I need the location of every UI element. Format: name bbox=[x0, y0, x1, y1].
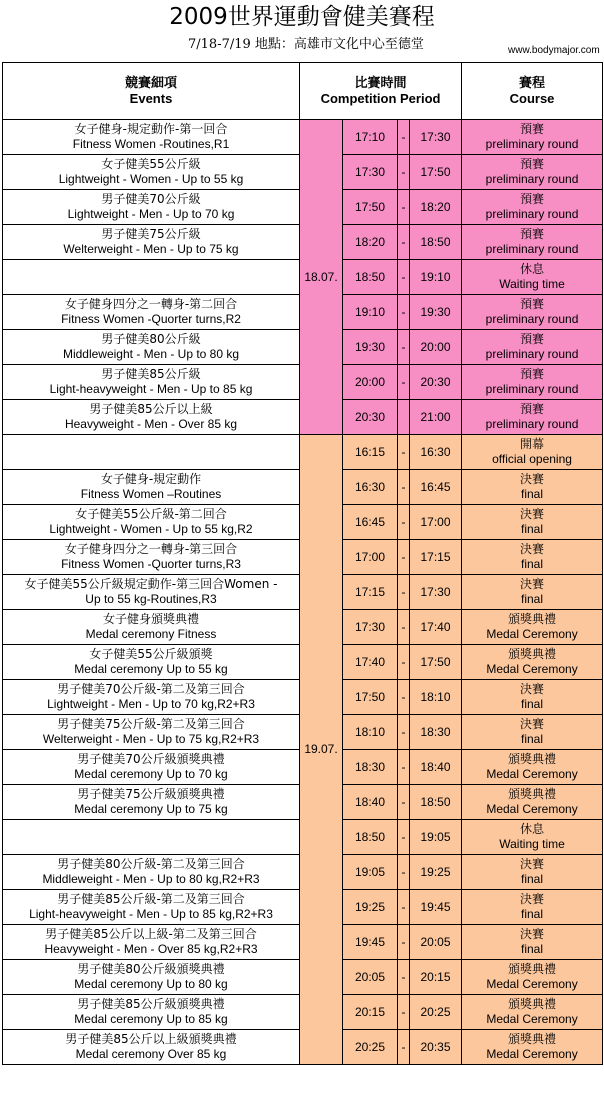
event-name-zh: 女子健美55公斤級 bbox=[101, 157, 201, 171]
course-en: preliminary round bbox=[485, 137, 579, 151]
event-cell bbox=[3, 785, 300, 820]
course-cell bbox=[462, 120, 603, 155]
start-time: 17:40 bbox=[343, 645, 398, 680]
start-time: 19:45 bbox=[343, 925, 398, 960]
time-separator: - bbox=[398, 925, 410, 960]
event-name-zh: 男子健美70公斤級 bbox=[101, 192, 201, 206]
table-row bbox=[3, 435, 603, 470]
end-time: 20:30 bbox=[410, 365, 462, 400]
end-time: 20:25 bbox=[410, 995, 462, 1030]
event-cell bbox=[3, 505, 300, 540]
header-events-zh: 競賽細項 bbox=[124, 75, 177, 90]
event-name-en: Fitness Women –Routines bbox=[80, 487, 222, 501]
event-name-zh: 女子健身-規定動作-第一回合 bbox=[74, 122, 228, 136]
start-time: 17:15 bbox=[343, 575, 398, 610]
end-time: 17:15 bbox=[410, 540, 462, 575]
start-time: 16:30 bbox=[343, 470, 398, 505]
event-cell bbox=[3, 435, 300, 470]
end-time: 19:05 bbox=[410, 820, 462, 855]
time-separator: - bbox=[398, 1030, 410, 1065]
time-separator: - bbox=[398, 890, 410, 925]
course-en: preliminary round bbox=[485, 417, 579, 431]
course-cell bbox=[462, 925, 603, 960]
course-cell bbox=[462, 190, 603, 225]
end-time: 18:30 bbox=[410, 715, 462, 750]
event-name-zh: 男子健美85公斤以上級 bbox=[89, 402, 213, 416]
course-zh: 決賽 bbox=[520, 472, 545, 486]
course-cell bbox=[462, 680, 603, 715]
time-separator: - bbox=[398, 435, 410, 470]
event-name-en: Medal ceremony Up to 80 kg bbox=[74, 977, 228, 991]
course-zh: 預賽 bbox=[520, 227, 545, 241]
course-en: Medal Ceremony bbox=[486, 802, 578, 816]
course-cell bbox=[462, 575, 603, 610]
course-en: final bbox=[521, 522, 544, 536]
start-time: 16:15 bbox=[343, 435, 398, 470]
end-time: 17:40 bbox=[410, 610, 462, 645]
event-name-zh: 男子健美80公斤級頒獎典禮 bbox=[77, 962, 225, 976]
course-cell bbox=[462, 400, 603, 435]
course-cell bbox=[462, 295, 603, 330]
event-name-zh: 女子健美55公斤級規定動作-第三回合Women - bbox=[24, 577, 278, 591]
time-separator: - bbox=[398, 330, 410, 365]
end-time: 18:10 bbox=[410, 680, 462, 715]
event-name-en: Fitness Women -Quorter turns,R2 bbox=[61, 312, 241, 326]
time-separator: - bbox=[398, 960, 410, 995]
time-separator: - bbox=[398, 575, 410, 610]
header-period-en: Competition Period bbox=[320, 91, 441, 106]
event-name-en: Medal ceremony Over 85 kg bbox=[75, 1047, 227, 1061]
course-en: final bbox=[521, 557, 544, 571]
course-zh: 頒獎典禮 bbox=[508, 787, 557, 801]
course-zh: 頒獎典禮 bbox=[508, 647, 557, 661]
time-separator: - bbox=[398, 645, 410, 680]
event-cell bbox=[3, 365, 300, 400]
event-name-zh: 女子健美55公斤級頒獎 bbox=[89, 647, 213, 661]
event-name-en: Welterweight - Men - Up to 75 kg bbox=[63, 242, 239, 256]
event-name-en: Lightweight - Women - Up to 55 kg bbox=[58, 172, 244, 186]
course-zh: 預賽 bbox=[520, 157, 545, 171]
time-separator: - bbox=[398, 680, 410, 715]
date-cell: 18.07. bbox=[300, 120, 343, 435]
course-en: preliminary round bbox=[485, 207, 579, 221]
time-separator: - bbox=[398, 715, 410, 750]
event-name-en: Lightweight - Women - Up to 55 kg,R2 bbox=[49, 522, 253, 536]
event-name-en: Lightweight - Men - Up to 70 kg bbox=[67, 207, 235, 221]
course-en: final bbox=[521, 907, 544, 921]
event-name-zh: 男子健美75公斤級頒獎典禮 bbox=[77, 787, 225, 801]
time-separator: - bbox=[398, 260, 410, 295]
time-separator: - bbox=[398, 470, 410, 505]
end-time: 21:00 bbox=[410, 400, 462, 435]
course-zh: 預賽 bbox=[520, 192, 545, 206]
event-name-zh: 男子健美85公斤以上級頒獎典禮 bbox=[65, 1032, 237, 1046]
course-zh: 休息 bbox=[520, 262, 545, 276]
course-en: final bbox=[521, 732, 544, 746]
event-cell bbox=[3, 540, 300, 575]
end-time: 20:15 bbox=[410, 960, 462, 995]
date-cell: 19.07. bbox=[300, 435, 343, 1065]
event-name-en: Heavyweight - Men - Over 85 kg,R2+R3 bbox=[44, 942, 258, 956]
course-en: final bbox=[521, 487, 544, 501]
course-en: preliminary round bbox=[485, 382, 579, 396]
header-course-zh: 賽程 bbox=[519, 75, 546, 90]
event-cell bbox=[3, 925, 300, 960]
end-time: 19:45 bbox=[410, 890, 462, 925]
event-name-en: Light-heavyweight - Men - Up to 85 kg,R2+R3 bbox=[29, 907, 273, 921]
event-name-en: Medal ceremony Up to 85 kg bbox=[74, 1012, 228, 1026]
event-cell bbox=[3, 575, 300, 610]
end-time: 17:30 bbox=[410, 575, 462, 610]
page-subtitle: 7/18-7/19 地點：高雄市文化中心至德堂 bbox=[188, 37, 424, 52]
course-zh: 頒獎典禮 bbox=[508, 997, 557, 1011]
event-name-zh: 女子健身頒獎典禮 bbox=[102, 612, 199, 626]
course-en: final bbox=[521, 872, 544, 886]
course-cell bbox=[462, 470, 603, 505]
course-cell bbox=[462, 505, 603, 540]
time-separator: - bbox=[398, 295, 410, 330]
start-time: 20:15 bbox=[343, 995, 398, 1030]
event-cell bbox=[3, 960, 300, 995]
start-time: 18:10 bbox=[343, 715, 398, 750]
event-cell bbox=[3, 645, 300, 680]
event-name-zh: 女子健身四分之一轉身-第二回合 bbox=[64, 297, 238, 311]
start-time: 18:20 bbox=[343, 225, 398, 260]
course-zh: 決賽 bbox=[520, 577, 545, 591]
page-title: 2009世界運動會健美賽程 bbox=[169, 4, 435, 30]
end-time: 18:50 bbox=[410, 225, 462, 260]
time-separator: - bbox=[398, 750, 410, 785]
event-name-zh: 女子健身-規定動作 bbox=[100, 472, 202, 486]
course-zh: 預賽 bbox=[520, 332, 545, 346]
event-name-en: Medal ceremony Up to 70 kg bbox=[74, 767, 228, 781]
table-row bbox=[3, 120, 603, 155]
event-cell bbox=[3, 400, 300, 435]
course-zh: 決賽 bbox=[520, 892, 545, 906]
time-separator: - bbox=[398, 855, 410, 890]
course-cell bbox=[462, 260, 603, 295]
course-zh: 開幕 bbox=[520, 437, 545, 451]
event-name-en: Medal ceremony Fitness bbox=[85, 627, 217, 641]
start-time: 17:30 bbox=[343, 155, 398, 190]
course-cell bbox=[462, 750, 603, 785]
course-en: Waiting time bbox=[499, 277, 565, 291]
time-separator: - bbox=[398, 610, 410, 645]
course-zh: 決賽 bbox=[520, 927, 545, 941]
event-name-zh: 男子健美70公斤級頒獎典禮 bbox=[77, 752, 225, 766]
end-time: 16:30 bbox=[410, 435, 462, 470]
course-en: Medal Ceremony bbox=[486, 662, 578, 676]
end-time: 19:10 bbox=[410, 260, 462, 295]
course-zh: 頒獎典禮 bbox=[508, 752, 557, 766]
event-name-en: Middleweight - Men - Up to 80 kg,R2+R3 bbox=[42, 872, 260, 886]
course-cell bbox=[462, 820, 603, 855]
end-time: 19:30 bbox=[410, 295, 462, 330]
start-time: 20:00 bbox=[343, 365, 398, 400]
start-time: 19:05 bbox=[343, 855, 398, 890]
event-name-en: Middleweight - Men - Up to 80 kg bbox=[62, 347, 240, 361]
event-name-en: Heavyweight - Men - Over 85 kg bbox=[64, 417, 238, 431]
course-cell bbox=[462, 225, 603, 260]
event-cell bbox=[3, 1030, 300, 1065]
course-en: preliminary round bbox=[485, 242, 579, 256]
time-separator: - bbox=[398, 120, 410, 155]
event-cell bbox=[3, 155, 300, 190]
end-time: 17:50 bbox=[410, 155, 462, 190]
time-separator: - bbox=[398, 995, 410, 1030]
header-period-zh: 比賽時間 bbox=[354, 75, 407, 90]
course-zh: 頒獎典禮 bbox=[508, 1032, 557, 1046]
header-events-en: Events bbox=[129, 91, 173, 106]
course-cell bbox=[462, 995, 603, 1030]
course-zh: 頒獎典禮 bbox=[508, 612, 557, 626]
end-time: 18:50 bbox=[410, 785, 462, 820]
end-time: 18:40 bbox=[410, 750, 462, 785]
event-name-en: Medal ceremony Up to 55 kg bbox=[74, 662, 228, 676]
event-cell bbox=[3, 190, 300, 225]
course-en: preliminary round bbox=[485, 347, 579, 361]
end-time: 17:00 bbox=[410, 505, 462, 540]
course-en: final bbox=[521, 942, 544, 956]
time-separator bbox=[398, 400, 410, 435]
course-cell bbox=[462, 330, 603, 365]
start-time: 19:25 bbox=[343, 890, 398, 925]
start-time: 18:30 bbox=[343, 750, 398, 785]
event-name-en: Welterweight - Men - Up to 75 kg,R2+R3 bbox=[42, 732, 260, 746]
time-separator: - bbox=[398, 225, 410, 260]
event-name-zh: 男子健美75公斤級-第二及第三回合 bbox=[57, 717, 245, 731]
course-cell bbox=[462, 365, 603, 400]
start-time: 18:50 bbox=[343, 820, 398, 855]
course-cell bbox=[462, 540, 603, 575]
event-name-zh: 男子健美85公斤以上級-第二及第三回合 bbox=[45, 927, 257, 941]
course-en: official opening bbox=[492, 452, 572, 466]
course-zh: 決賽 bbox=[520, 542, 545, 556]
start-time: 20:05 bbox=[343, 960, 398, 995]
course-en: final bbox=[521, 592, 544, 606]
event-name-en: Medal ceremony Up to 75 kg bbox=[74, 802, 228, 816]
header-period bbox=[300, 63, 462, 120]
time-separator: - bbox=[398, 155, 410, 190]
event-cell bbox=[3, 750, 300, 785]
start-time: 17:50 bbox=[343, 680, 398, 715]
course-en: Waiting time bbox=[499, 837, 565, 851]
event-name-en: Fitness Women -Routines,R1 bbox=[72, 137, 230, 151]
course-en: Medal Ceremony bbox=[486, 627, 578, 641]
end-time: 16:45 bbox=[410, 470, 462, 505]
course-en: Medal Ceremony bbox=[486, 1047, 578, 1061]
start-time: 17:00 bbox=[343, 540, 398, 575]
start-time: 20:30 bbox=[343, 400, 398, 435]
end-time: 19:25 bbox=[410, 855, 462, 890]
event-cell bbox=[3, 995, 300, 1030]
end-time: 17:30 bbox=[410, 120, 462, 155]
event-name-zh: 男子健美80公斤級 bbox=[101, 332, 201, 346]
time-separator: - bbox=[398, 785, 410, 820]
course-en: Medal Ceremony bbox=[486, 1012, 578, 1026]
event-name-zh: 男子健美85公斤級-第二及第三回合 bbox=[57, 892, 245, 906]
start-time: 17:50 bbox=[343, 190, 398, 225]
course-en: final bbox=[521, 697, 544, 711]
course-zh: 預賽 bbox=[520, 402, 545, 416]
time-separator: - bbox=[398, 820, 410, 855]
course-en: Medal Ceremony bbox=[486, 977, 578, 991]
course-zh: 頒獎典禮 bbox=[508, 962, 557, 976]
website-url: www.bodymajor.com bbox=[508, 45, 600, 56]
time-separator: - bbox=[398, 365, 410, 400]
course-zh: 決賽 bbox=[520, 857, 545, 871]
course-cell bbox=[462, 645, 603, 680]
event-cell bbox=[3, 470, 300, 505]
start-time: 20:25 bbox=[343, 1030, 398, 1065]
course-cell bbox=[462, 855, 603, 890]
event-cell bbox=[3, 855, 300, 890]
event-name-zh: 男子健美85公斤級頒獎典禮 bbox=[77, 997, 225, 1011]
event-cell bbox=[3, 120, 300, 155]
course-cell bbox=[462, 715, 603, 750]
course-zh: 休息 bbox=[520, 822, 545, 836]
event-name-zh: 男子健美85公斤級 bbox=[101, 367, 201, 381]
header-course bbox=[462, 63, 603, 120]
event-name-zh: 男子健美70公斤級-第二及第三回合 bbox=[57, 682, 245, 696]
course-zh: 決賽 bbox=[520, 717, 545, 731]
event-name-en: Up to 55 kg-Routines,R3 bbox=[85, 592, 217, 606]
event-cell bbox=[3, 225, 300, 260]
course-cell bbox=[462, 435, 603, 470]
course-zh: 預賽 bbox=[520, 122, 545, 136]
end-time: 20:05 bbox=[410, 925, 462, 960]
start-time: 17:10 bbox=[343, 120, 398, 155]
course-en: Medal Ceremony bbox=[486, 767, 578, 781]
time-separator: - bbox=[398, 505, 410, 540]
event-cell bbox=[3, 295, 300, 330]
start-time: 16:45 bbox=[343, 505, 398, 540]
event-cell bbox=[3, 610, 300, 645]
event-cell bbox=[3, 260, 300, 295]
event-name-en: Lightweight - Men - Up to 70 kg,R2+R3 bbox=[47, 697, 255, 711]
course-zh: 決賽 bbox=[520, 507, 545, 521]
time-separator: - bbox=[398, 540, 410, 575]
event-cell bbox=[3, 890, 300, 925]
course-zh: 預賽 bbox=[520, 367, 545, 381]
event-name-zh: 男子健美80公斤級-第二及第三回合 bbox=[57, 857, 245, 871]
event-cell bbox=[3, 330, 300, 365]
event-cell bbox=[3, 715, 300, 750]
event-name-en: Fitness Women -Quorter turns,R3 bbox=[61, 557, 241, 571]
event-cell bbox=[3, 680, 300, 715]
course-cell bbox=[462, 890, 603, 925]
time-separator: - bbox=[398, 190, 410, 225]
event-cell bbox=[3, 820, 300, 855]
course-cell bbox=[462, 785, 603, 820]
header-course-en: Course bbox=[509, 91, 555, 106]
course-cell bbox=[462, 610, 603, 645]
event-name-zh: 女子健身四分之一轉身-第三回合 bbox=[64, 542, 238, 556]
end-time: 18:20 bbox=[410, 190, 462, 225]
end-time: 17:50 bbox=[410, 645, 462, 680]
course-zh: 預賽 bbox=[520, 297, 545, 311]
header-events bbox=[3, 63, 300, 120]
start-time: 18:50 bbox=[343, 260, 398, 295]
start-time: 17:30 bbox=[343, 610, 398, 645]
course-cell bbox=[462, 960, 603, 995]
course-zh: 決賽 bbox=[520, 682, 545, 696]
course-cell bbox=[462, 155, 603, 190]
end-time: 20:00 bbox=[410, 330, 462, 365]
event-name-zh: 男子健美75公斤級 bbox=[101, 227, 201, 241]
course-en: preliminary round bbox=[485, 312, 579, 326]
event-name-en: Light-heavyweight - Men - Up to 85 kg bbox=[49, 382, 253, 396]
schedule-table bbox=[2, 62, 603, 1065]
start-time: 18:40 bbox=[343, 785, 398, 820]
end-time: 20:35 bbox=[410, 1030, 462, 1065]
course-cell bbox=[462, 1030, 603, 1065]
course-en: preliminary round bbox=[485, 172, 579, 186]
start-time: 19:10 bbox=[343, 295, 398, 330]
start-time: 19:30 bbox=[343, 330, 398, 365]
event-name-zh: 女子健美55公斤級-第二回合 bbox=[75, 507, 227, 521]
